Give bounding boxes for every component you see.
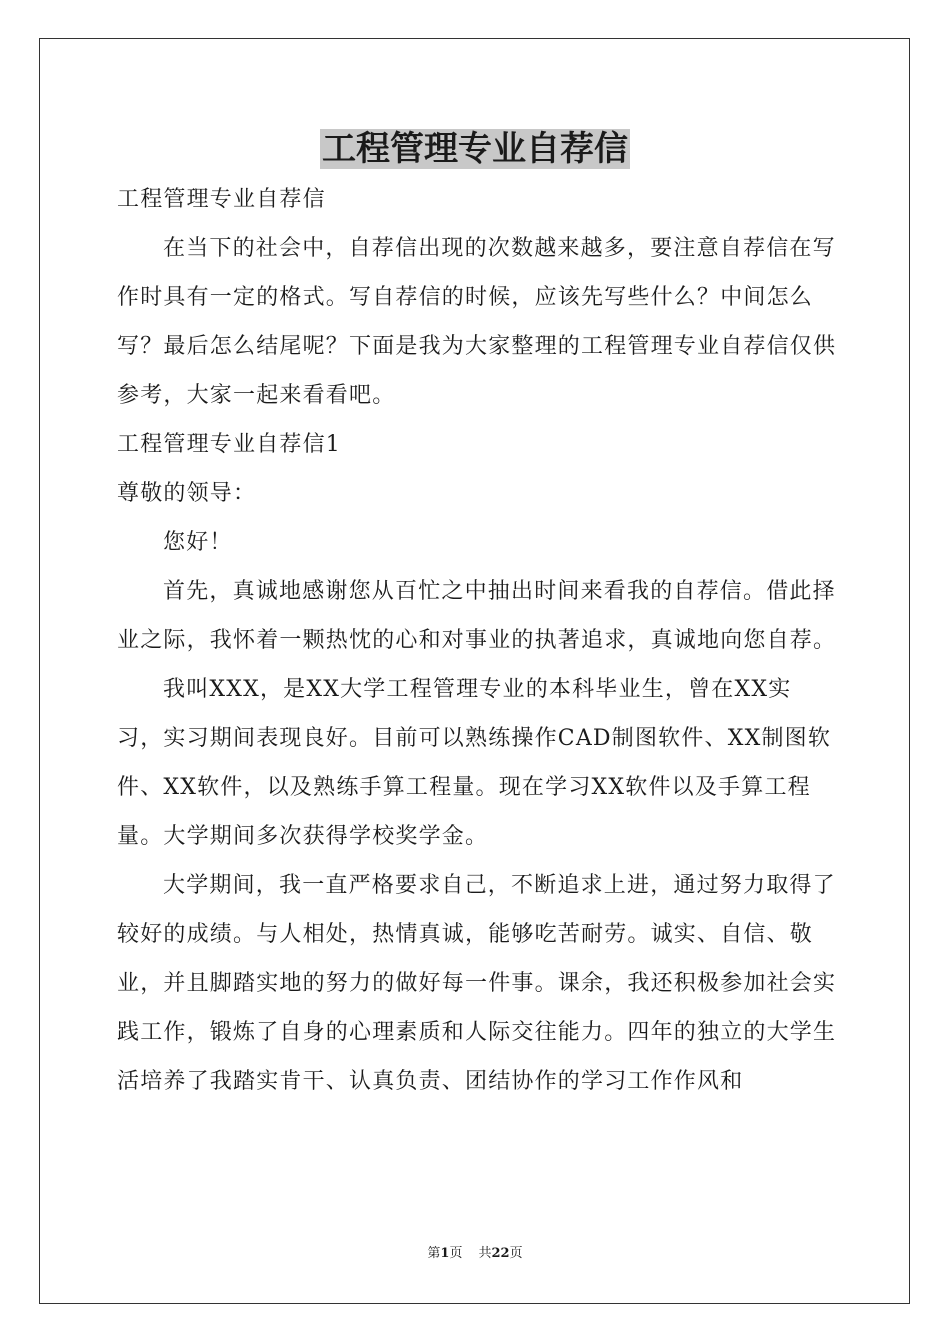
total-pages-number: 22 xyxy=(491,1246,510,1261)
footer-total-prefix: 共 xyxy=(478,1246,492,1261)
footer-prefix: 第 xyxy=(427,1246,441,1261)
section-title: 工程管理专业自荐信1 xyxy=(117,432,341,457)
document-title-text: 工程管理专业自荐信 xyxy=(322,129,628,169)
greeting: 您好！ xyxy=(163,530,233,555)
document-body xyxy=(117,175,837,1106)
page-footer xyxy=(0,1244,950,1264)
footer-total-suffix: 页 xyxy=(509,1246,523,1261)
document-title xyxy=(0,124,950,174)
salutation: 尊敬的领导： xyxy=(117,481,257,506)
body-paragraph-1: 首先，真诚地感谢您从百忙之中抽出时间来看我的自荐信。借此择业之际，我怀着一颗热忱的心和对事业的执著追求，真诚地向您自荐。 xyxy=(117,579,837,653)
body-paragraph-3: 大学期间，我一直严格要求自己，不断追求上进，通过努力取得了较好的成绩。与人相处，热情真诚，能够吃苦耐劳。诚实、自信、敬业，并且脚踏实地的努力的做好每一件事。课余，我还积极参加社会实践工作，锻炼了自身的心理素质和人际交往能力。四年的独立的大学生活培养了我踏实肯干、认真负责、团结协作的学习工作作风和 xyxy=(117,873,837,1094)
document-subtitle: 工程管理专业自荐信 xyxy=(117,187,326,212)
intro-paragraph: 在当下的社会中，自荐信出现的次数越来越多，要注意自荐信在写作时具有一定的格式。写自荐信的时候，应该先写些什么？中间怎么写？最后怎么结尾呢？下面是我为大家整理的工程管理专业自荐信仅供参考，大家一起来看看吧。 xyxy=(117,236,837,408)
body-paragraph-2: 我叫XXX，是XX大学工程管理专业的本科毕业生，曾在XX实习，实习期间表现良好。目前可以熟练操作CAD制图软件、XX制图软件、XX软件，以及熟练手算工程量。现在学习XX软件以及手算工程量。大学期间多次获得学校奖学金。 xyxy=(117,677,832,849)
footer-page-word: 页 xyxy=(449,1246,463,1261)
current-page-number: 1 xyxy=(440,1246,450,1261)
